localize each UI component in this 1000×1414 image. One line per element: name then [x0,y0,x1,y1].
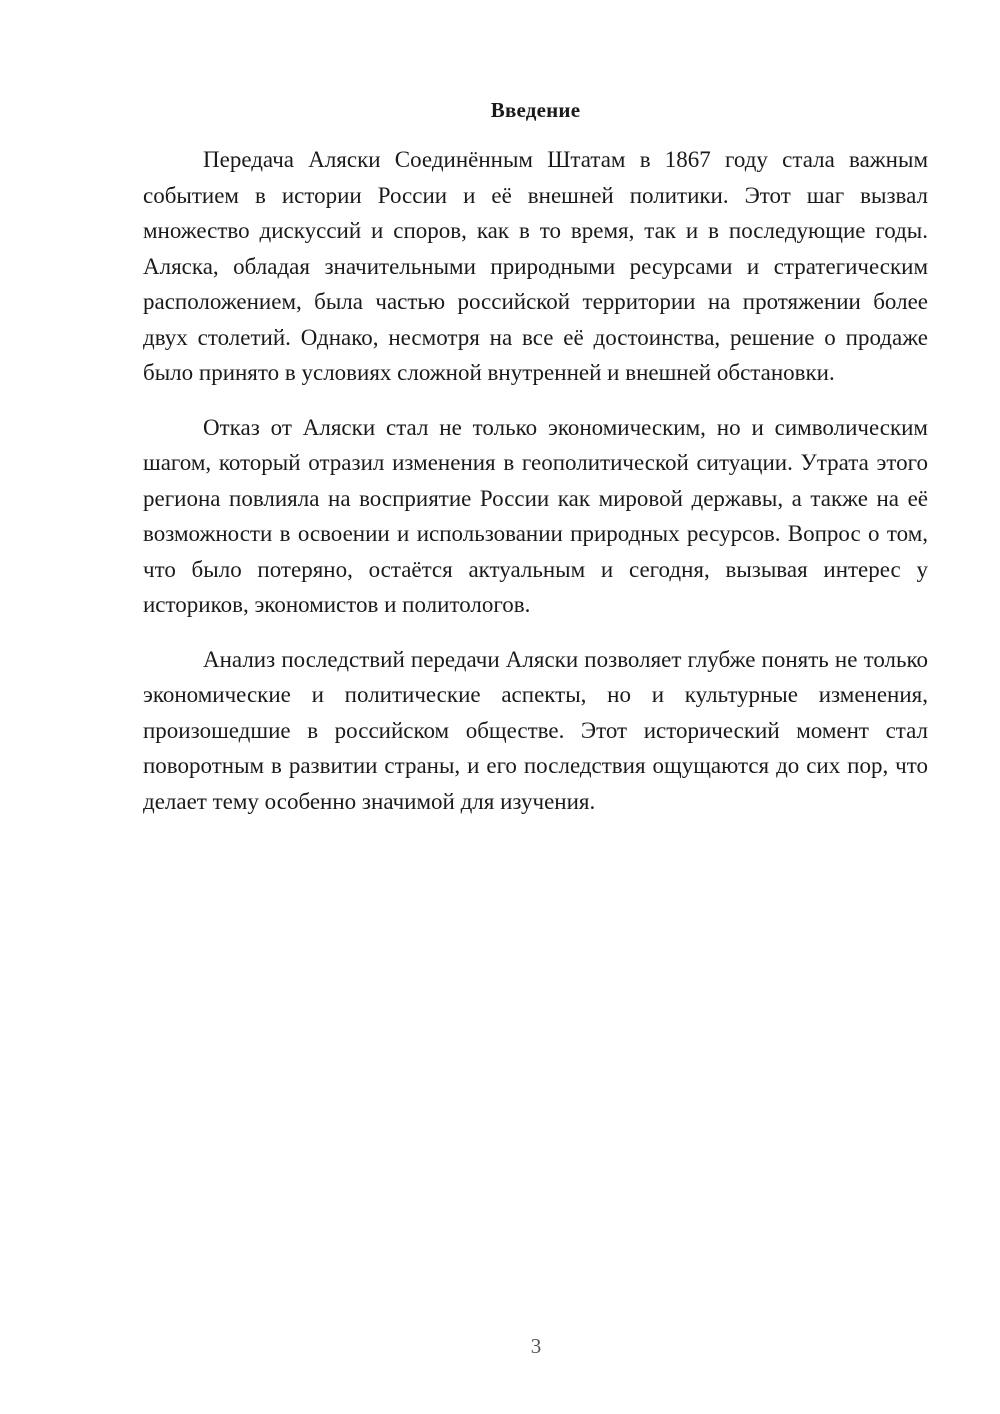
section-heading: Введение [490,98,581,122]
paragraph-2: Отказ от Аляски стал не только экономическим, но и символическим шагом, который отразил изменения в геополитической ситуации. Утрата этого региона повлияла на восприятие России как мировой державы, а также на её возможности в освоении и использовании природных ресурсов. Вопрос о том, что было потеряно, остаётся актуальным и сегодня, вызывая интерес у историков, экономистов и политологов. [143,414,928,617]
page-content [143,95,928,838]
paragraph-1: Передача Аляски Соединённым Штатам в 1867 году стала важным событием в истории России и её внешней политики. Этот шаг вызвал множество дискуссий и споров, как в то время, так и в последующие годы. Аляска, обладая значительными природными ресурсами и стратегическим расположением, была частью российской территории на протяжении более двух столетий. Однако, несмотря на все её достоинства, решение о продаже было принято в условиях сложной внутренней и внешней обстановки. [143,147,928,385]
paragraph-3: Анализ последствий передачи Аляски позволяет глубже понять не только экономические и политические аспекты, но и культурные изменения, произошедшие в российском обществе. Этот исторический момент стал поворотным в развитии страны, и его последствия ощущаются до сих пор, что делает тему особенно значимой для изучения. [143,646,928,814]
page-number: 3 [530,1334,542,1358]
